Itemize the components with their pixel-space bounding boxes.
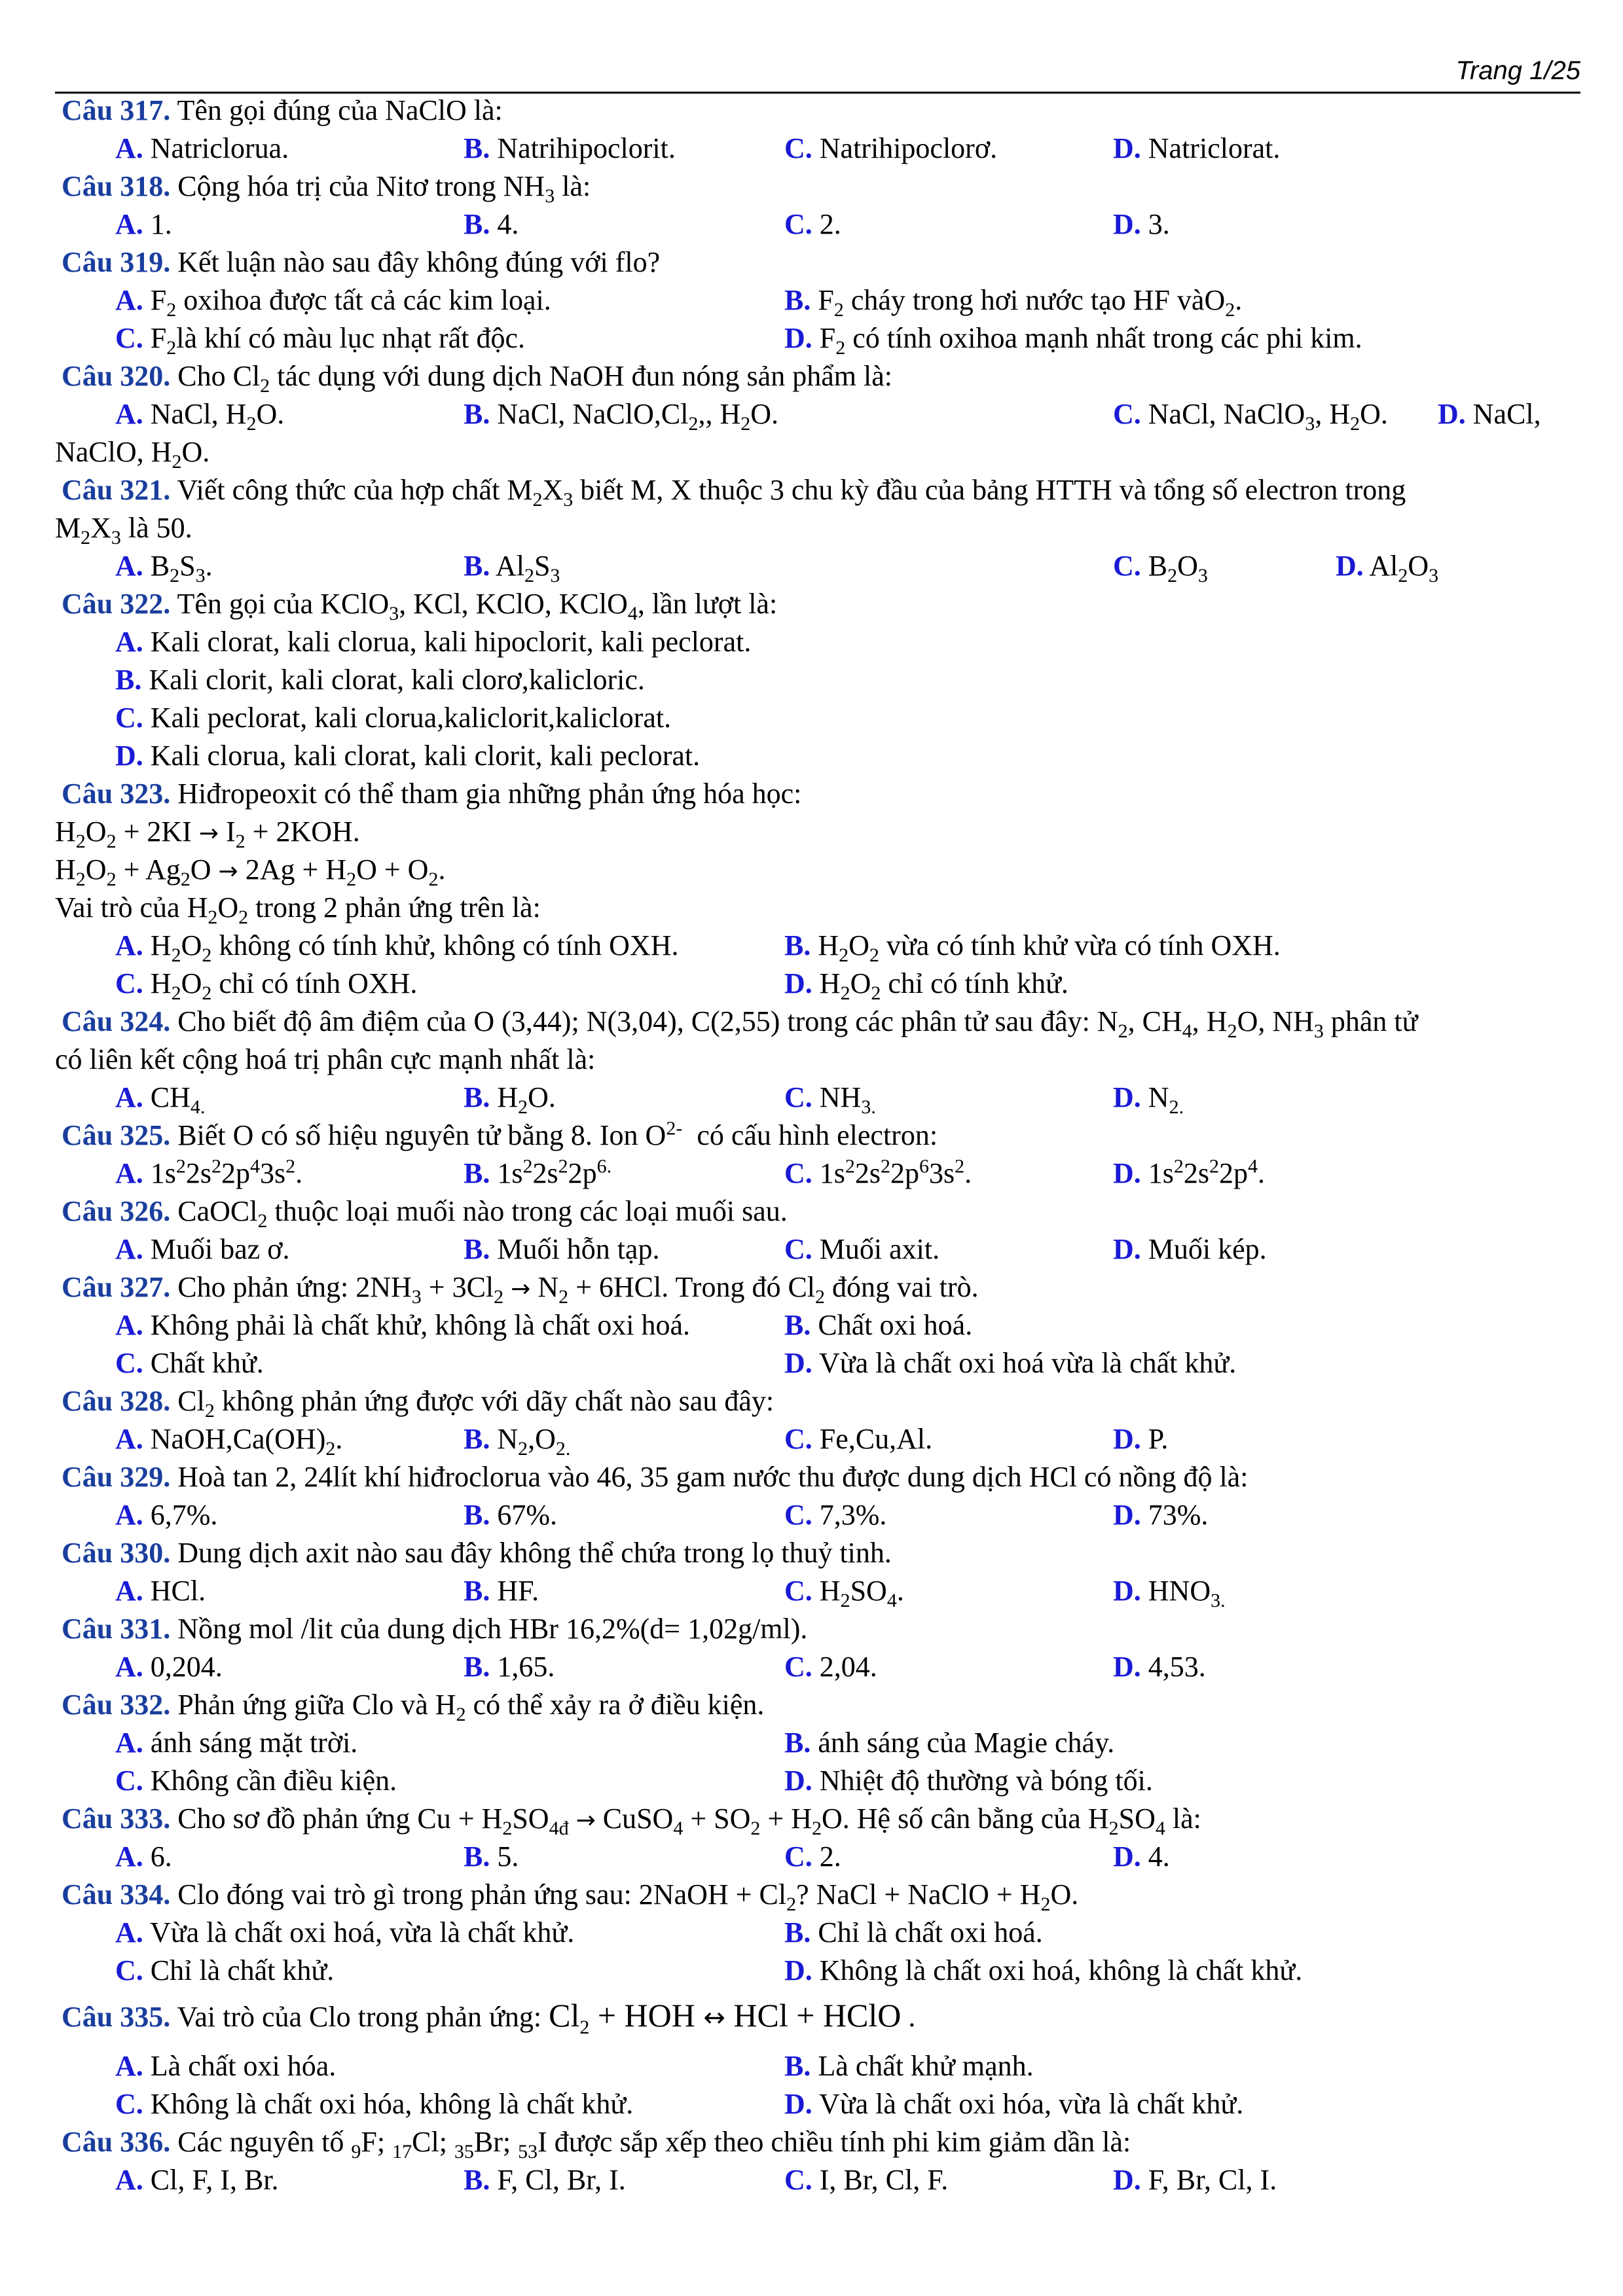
option-b[interactable]	[784, 1724, 1114, 1762]
option-d[interactable]: D. $Al_2O_3$	[1336, 550, 1439, 586]
text: 2.	[819, 1840, 841, 1873]
text: P.	[1148, 1423, 1169, 1455]
text: Hiđropeoxit có thể tham gia những phản ứng hóa học:	[170, 778, 802, 810]
text: HCl.	[150, 1575, 206, 1607]
option-c[interactable]	[784, 1648, 877, 1686]
text: C.	[784, 208, 812, 240]
text: C.	[115, 1765, 143, 1797]
text: Kali clorua, kali clorat, kali clorit, kali peclorat.	[150, 740, 701, 772]
option-b[interactable]	[464, 1572, 539, 1610]
reaction-2: $H_2O_2 + Ag_2O \to 2Ag + H_2O + O_2$.	[55, 853, 446, 890]
option-c[interactable]	[784, 130, 997, 168]
text: D.	[1113, 1840, 1141, 1873]
option-b[interactable]: B. $H_2O$.	[464, 1081, 556, 1118]
text: C.	[784, 1233, 812, 1265]
text: Muối hỗn tạp.	[497, 1233, 660, 1265]
text: 6,7%.	[150, 1499, 218, 1531]
option-a[interactable]: A. $CH_{4.}$	[115, 1081, 206, 1118]
text: Fe,Cu,Al.	[819, 1423, 933, 1455]
question-332: Câu 332. Phản ứng giữa Clo và $H_2$ có thể xảy ra ở điều kiện.	[62, 1689, 765, 1725]
text: Không cần điều kiện.	[150, 1765, 397, 1797]
text: D.	[1113, 1233, 1141, 1265]
option-a[interactable]	[115, 1230, 289, 1268]
text: D.	[1336, 550, 1364, 582]
option-a[interactable]	[115, 1724, 357, 1762]
text: A.	[115, 1916, 143, 1948]
text: Câu 318.	[62, 170, 171, 202]
text: Câu 336.	[62, 2126, 171, 2158]
option-b[interactable]	[784, 2047, 1034, 2085]
text: Câu 323.	[62, 778, 171, 810]
text: Vừa là chất oxi hoá vừa là chất khử.	[819, 1347, 1237, 1379]
text: Không là chất oxi hoá, không là chất khử.	[819, 1954, 1303, 1986]
option-b[interactable]: B. $H_2O_2$ vừa có tính khử vừa có tính OXH.	[784, 929, 1281, 966]
text: B.	[784, 284, 811, 316]
text: Vừa là chất oxi hoá, vừa là chất khử.	[150, 1916, 575, 1948]
text: D.	[784, 322, 812, 354]
text: 4,53.	[1148, 1651, 1206, 1683]
option-d[interactable]	[1113, 1230, 1267, 1268]
question-320: Câu 320. Cho $Cl_2$ tác dụng với dung dịch NaOH đun nóng sản phẩm là:	[62, 360, 892, 397]
text: A.	[115, 284, 143, 316]
page-number: Trang 1/25	[1455, 56, 1580, 85]
text: D.	[784, 2088, 812, 2120]
text: A.	[115, 1651, 143, 1683]
reaction-1: $H_2O_2 + 2KI \to I_2 + 2KOH$.	[55, 816, 360, 852]
question-324-continued: có liên kết cộng hoá trị phân cực mạnh nhất là:	[55, 1043, 596, 1075]
text: Kali clorat, kali clorua, kali hipoclorit, kali peclorat.	[150, 626, 752, 658]
question-323	[62, 775, 1587, 813]
text: Câu 327.	[62, 1271, 171, 1303]
text: B.	[784, 1727, 811, 1759]
text: Natrihipoclorơ.	[819, 132, 998, 164]
text: D.	[1113, 132, 1141, 164]
text: Kali peclorat, kali clorua,kaliclorit,kaliclorat.	[150, 702, 672, 734]
option-a[interactable]	[115, 1306, 690, 1344]
text: D.	[784, 967, 812, 999]
question-317	[62, 92, 1587, 130]
option-c[interactable]	[784, 2161, 948, 2199]
text: D.	[1113, 1157, 1141, 1189]
question-label: Câu 317.	[62, 94, 171, 126]
text: C.	[115, 702, 143, 734]
text: B.	[784, 2050, 811, 2082]
text: Câu 335.	[62, 2001, 171, 2033]
text: 73%.	[1148, 1499, 1209, 1531]
text: ánh sáng mặt trời.	[150, 1727, 358, 1759]
text: Câu 324.	[62, 1005, 171, 1037]
text: Muối axit.	[819, 1233, 940, 1265]
question-326: Câu 326. CaOCl$_2$ thuộc loại muối nào trong các loại muối sau.	[62, 1195, 788, 1232]
option-a[interactable]: A. $NaOH,Ca(OH)_2$.	[115, 1423, 343, 1460]
text: Câu 320.	[62, 360, 171, 392]
text: A.	[115, 1309, 143, 1341]
option-b[interactable]	[115, 661, 645, 699]
option-b[interactable]: B. $1s^22s^22p^{6.}$	[464, 1155, 612, 1189]
question-331	[62, 1610, 1587, 1648]
option-b[interactable]	[784, 1306, 972, 1344]
option-d[interactable]	[1113, 1420, 1168, 1458]
option-a[interactable]: A. $H_2O_2$ không có tính khử, không có tính OXH.	[115, 929, 679, 966]
text: Không phải là chất khử, không là chất oxi hoá.	[150, 1309, 690, 1341]
option-d[interactable]	[1113, 1648, 1206, 1686]
text: Là chất khử mạnh.	[818, 2050, 1034, 2082]
option-a[interactable]: A. $1s^22s^22p^43s^2$.	[115, 1155, 303, 1189]
text: B.	[464, 208, 490, 240]
option-a[interactable]: A. $F_2$ oxihoa được tất cả các kim loại.	[115, 284, 551, 321]
option-c[interactable]: C. $F_2là$ khí có màu lục nhạt rất độc.	[115, 322, 525, 359]
option-b[interactable]	[464, 206, 519, 243]
option-c[interactable]: C. $B_2O_3$	[1113, 550, 1208, 586]
text: Natrihipoclorit.	[497, 132, 676, 164]
text: C.	[784, 132, 812, 164]
option-d[interactable]	[115, 737, 700, 775]
option-d[interactable]	[1113, 1496, 1208, 1534]
text: B.	[464, 1840, 490, 1873]
option-b[interactable]	[464, 2161, 626, 2199]
option-d-continued: NaClO, $H_2O$.	[55, 436, 210, 473]
text: Vai trò của Clo trong phản ứng:	[170, 2001, 549, 2033]
option-c[interactable]	[784, 206, 841, 243]
text: Chỉ là chất oxi hoá.	[818, 1916, 1043, 1948]
text: A.	[115, 1499, 143, 1531]
option-d[interactable]	[784, 1344, 1236, 1382]
question-335: Câu 335. Vai trò của Clo trong phản ứng: $Cl_2$ + HOH ↔ HCl + HClO .	[62, 1997, 916, 2038]
text: Câu 322.	[62, 588, 171, 620]
option-c[interactable]: C. NaCl, NaClO$_3$, $H_2O$.	[1113, 398, 1388, 435]
text: C.	[784, 2164, 812, 2196]
text: A.	[115, 208, 143, 240]
text: 7,3%.	[819, 1499, 887, 1531]
page-header	[55, 52, 1580, 94]
text: B.	[464, 1423, 490, 1455]
option-b[interactable]	[464, 1838, 519, 1876]
question-333: Câu 333. Cho sơ đồ phản ứng $Cu + H_2SO_{4đ}$ → CuSO$_4$ + $SO_2 + H_2O$. Hệ số cân bằng của $H_2SO_4$ là:	[62, 1803, 1201, 1839]
text: C.	[115, 967, 143, 999]
text: Natriclorua.	[150, 132, 289, 164]
text: Là chất oxi hóa.	[150, 2050, 337, 2082]
text: B.	[464, 132, 490, 164]
text: D.	[1113, 1651, 1141, 1683]
text: C.	[115, 1954, 143, 1986]
question-334: Câu 334. Clo đóng vai trò gì trong phản ứng sau: 2NaOH + $Cl_2$? NaCl + NaClO + $H_2O$.	[62, 1878, 1079, 1915]
text: D.	[784, 1765, 812, 1797]
question-text: Tên gọi đúng của NaClO là:	[170, 94, 503, 126]
text: D.	[784, 1347, 812, 1379]
text: Câu 331.	[62, 1613, 171, 1645]
text: C.	[115, 322, 143, 354]
text: Câu 334.	[62, 1878, 171, 1910]
text: C.	[784, 1651, 812, 1683]
option-a[interactable]	[115, 1838, 172, 1876]
text: Kết luận nào sau đây không đúng với flo?	[170, 246, 661, 278]
text: 2,04.	[819, 1651, 877, 1683]
text: B.	[115, 664, 142, 696]
question-327: Câu 327. Cho phản ứng: $2NH_3 + 3Cl_2 \to N_2 + 6HCl$. Trong đó $Cl_2$ đóng vai trò.	[62, 1271, 979, 1308]
option-d[interactable]	[784, 1762, 1153, 1800]
text: A.	[115, 2164, 143, 2196]
option-c[interactable]	[784, 1496, 886, 1534]
text: Câu 325.	[62, 1119, 171, 1151]
text: Chất oxi hoá.	[818, 1309, 973, 1341]
text: A.	[115, 1423, 143, 1455]
question-324: Câu 324. Cho biết độ âm điệm của O (3,44); N(3,04), C(2,55) trong các phân tử sau đây: $N_2$, $CH_4$, $H_2O$, $NH_3$ phân tử	[62, 1005, 1418, 1042]
text: ánh sáng của Magie cháy.	[818, 1727, 1115, 1759]
text: 67%.	[497, 1499, 558, 1531]
option-b[interactable]	[464, 1230, 659, 1268]
option-d[interactable]: D. $H_2O_2$ chỉ có tính khử.	[784, 967, 1068, 1004]
option-d[interactable]: D. $HNO_{3.}$	[1113, 1575, 1226, 1611]
text: Nhiệt độ thường và bóng tối.	[819, 1765, 1153, 1797]
text: Không là chất oxi hóa, không là chất khử.	[150, 2088, 634, 2120]
option-d[interactable]	[1113, 2161, 1277, 2199]
option-a[interactable]	[115, 623, 751, 661]
option-b[interactable]	[464, 1496, 557, 1534]
text: Chất khử.	[150, 1347, 264, 1379]
question-322: Câu 322. Tên gọi của KClO$_3$, KCl, KClO, KClO$_4$, lần lượt là:	[62, 588, 778, 624]
option-a[interactable]	[115, 1648, 223, 1686]
option-c[interactable]: C. $NH_{3.}$	[784, 1081, 876, 1118]
text: F, Cl, Br, I.	[497, 2164, 626, 2196]
text: B.	[464, 2164, 490, 2196]
text: Câu 333.	[62, 1803, 171, 1835]
text: Câu 319.	[62, 246, 171, 278]
option-c[interactable]: C. $H_2SO_4$.	[784, 1575, 904, 1611]
text: C.	[1113, 398, 1141, 430]
question-318: Câu 318. Cộng hóa trị của Nitơ trong $NH_3$ là:	[62, 170, 591, 207]
text: D.	[1438, 398, 1466, 430]
text: C.	[115, 1347, 143, 1379]
text: I, Br, Cl, F.	[819, 2164, 949, 2196]
question-325: Câu 325. Biết O có số hiệu nguyên tử bằng 8. Ion $O^{2-}$ có cấu hình electron:	[62, 1117, 938, 1151]
text: 1.	[150, 208, 172, 240]
text: C.	[1113, 550, 1141, 582]
text: Nồng mol /lit của dung dịch HBr 16,2%(d= 1,02g/ml).	[170, 1613, 808, 1645]
text: Câu 329.	[62, 1461, 171, 1493]
text: D.	[784, 1954, 812, 1986]
option-c[interactable]	[784, 1838, 841, 1876]
text: B.	[784, 1309, 811, 1341]
text: C.	[784, 1575, 812, 1607]
text: B.	[784, 929, 811, 961]
text: 1,65.	[497, 1651, 555, 1683]
option-a[interactable]	[115, 206, 172, 243]
text: B.	[784, 1916, 811, 1948]
option-c[interactable]	[115, 2085, 633, 2123]
option-a[interactable]: A. NaCl, $H_2O$.	[115, 398, 285, 435]
option-d[interactable]	[1113, 1838, 1170, 1876]
question-321: Câu 321. Viết công thức của hợp chất $M_2X_3$ biết M, X thuộc 3 chu kỳ đầu của bảng HTTH và tổng số electron trong	[62, 474, 1406, 511]
text: Natriclorat.	[1148, 132, 1281, 164]
option-c[interactable]	[115, 699, 671, 737]
text: C.	[784, 1840, 812, 1873]
text: Muối kép.	[1148, 1233, 1267, 1265]
option-b[interactable]	[464, 1648, 555, 1686]
text: D.	[1113, 208, 1141, 240]
text: A.	[115, 1081, 143, 1113]
text: F, Br, Cl, I.	[1148, 2164, 1277, 2196]
question-323-prompt: Vai trò của $H_2O_2$ trong 2 phản ứng trên là:	[55, 891, 541, 928]
text: A.	[115, 1727, 143, 1759]
option-d[interactable]	[784, 2085, 1243, 2123]
text: Vừa là chất oxi hóa, vừa là chất khử.	[819, 2088, 1244, 2120]
text: C.	[784, 1157, 812, 1189]
text: A.	[115, 132, 143, 164]
text: A.	[115, 398, 143, 430]
text: B.	[464, 1233, 490, 1265]
option-d[interactable]: D. $F_2$ có tính oxihoa mạnh nhất trong các phi kim.	[784, 322, 1362, 359]
text: Chỉ là chất khử.	[150, 1954, 335, 1986]
text: Hoà tan 2, 24lít khí hiđroclorua vào 46, 35 gam nước thu được dung dịch HCl có nồng độ là:	[170, 1461, 1249, 1493]
text: 6.	[150, 1840, 172, 1873]
option-a[interactable]	[115, 2047, 336, 2085]
question-336: Câu 336. Các nguyên tố $_9$F; $_{17}$Cl; $_{35}$Br; $_{53}$I được sắp xếp theo chiều tính phi kim giảm dần là:	[62, 2126, 1131, 2162]
question-330	[62, 1534, 1587, 1572]
text: 5.	[497, 1840, 519, 1873]
text: 3.	[1148, 208, 1170, 240]
text: 4.	[1148, 1840, 1170, 1873]
option-d[interactable]: D. $N_{2.}$	[1113, 1081, 1184, 1118]
text: A.	[115, 1575, 143, 1607]
text: A.	[115, 2050, 143, 2082]
option-c[interactable]	[784, 1420, 932, 1458]
text: Câu 321.	[62, 474, 171, 506]
text: A.	[115, 626, 143, 658]
text: D.	[1113, 1499, 1141, 1531]
text: A.	[115, 550, 143, 582]
option-a[interactable]	[115, 130, 289, 168]
question-319	[62, 243, 1587, 281]
text: A.	[115, 1157, 143, 1189]
text: Muối baz ơ.	[150, 1233, 290, 1265]
option-d[interactable]: D. $1s^22s^22p^4$.	[1113, 1155, 1266, 1189]
text: Câu 326.	[62, 1195, 171, 1227]
option-a[interactable]	[115, 1914, 574, 1952]
option-b[interactable]: B. NaCl, $NaClO,Cl_2$,, $H_2O$.	[464, 398, 779, 435]
text: D.	[1113, 2164, 1141, 2196]
text: D.	[1113, 1081, 1141, 1113]
text: D.	[1113, 1423, 1141, 1455]
text: Câu 332.	[62, 1689, 171, 1721]
option-c[interactable]	[115, 1952, 334, 1990]
text: A.	[115, 1840, 143, 1873]
text: Câu 330.	[62, 1537, 171, 1569]
option-b[interactable]	[464, 130, 676, 168]
option-c[interactable]	[784, 1230, 939, 1268]
text: B.	[464, 550, 490, 582]
text: A.	[115, 929, 143, 961]
text: Cl, F, I, Br.	[150, 2164, 279, 2196]
option-d[interactable]	[1113, 206, 1170, 243]
text: A.	[115, 1233, 143, 1265]
option-c[interactable]	[115, 1344, 264, 1382]
option-c[interactable]	[115, 1762, 397, 1800]
option-a[interactable]	[115, 2161, 279, 2199]
text: B.	[464, 1081, 490, 1113]
text: B.	[464, 1651, 490, 1683]
text: 4.	[497, 208, 519, 240]
text: D.	[1113, 1575, 1141, 1607]
text: 2.	[819, 208, 841, 240]
text: B.	[464, 398, 490, 430]
option-a[interactable]	[115, 1572, 206, 1610]
text: B.	[464, 1499, 490, 1531]
option-b[interactable]: B. $F_2$ cháy trong hơi nước tạo HF vàO$_2$.	[784, 284, 1243, 321]
question-328: Câu 328. $Cl_2$ không phản ứng được với dãy chất nào sau đây:	[62, 1385, 775, 1422]
option-c[interactable]: C. $1s^22s^22p^63s^2$.	[784, 1155, 972, 1189]
text: C.	[115, 2088, 143, 2120]
text: C.	[784, 1423, 812, 1455]
text: 0,204.	[150, 1651, 223, 1683]
option-d[interactable]	[1113, 130, 1280, 168]
option-d[interactable]	[784, 1952, 1302, 1990]
option-b[interactable]: B. $N_2,O_{2.}$	[464, 1423, 571, 1460]
text: Dung dịch axit nào sau đây không thể chứa trong lọ thuỷ tinh.	[170, 1537, 892, 1569]
text: C.	[784, 1081, 812, 1113]
question-329	[62, 1458, 1587, 1496]
text: B.	[464, 1575, 490, 1607]
option-a[interactable]: A. $B_2S_3$.	[115, 550, 213, 586]
text: C.	[784, 1499, 812, 1531]
option-b[interactable]	[784, 1914, 1043, 1952]
text: D.	[115, 740, 143, 772]
text: Kali clorit, kali clorat, kali clorơ,kalicloric.	[149, 664, 645, 696]
text: HF.	[497, 1575, 539, 1607]
text: Câu 328.	[62, 1385, 171, 1417]
option-c[interactable]: C. $H_2O_2$ chỉ có tính OXH.	[115, 967, 418, 1004]
option-b[interactable]: B. $Al_2S_3$	[464, 550, 560, 586]
question-321-continued: $M_2X_3$ là 50.	[55, 512, 192, 548]
option-d[interactable]: D. NaCl,	[1438, 398, 1541, 430]
option-a[interactable]	[115, 1496, 217, 1534]
text: B.	[464, 1157, 490, 1189]
